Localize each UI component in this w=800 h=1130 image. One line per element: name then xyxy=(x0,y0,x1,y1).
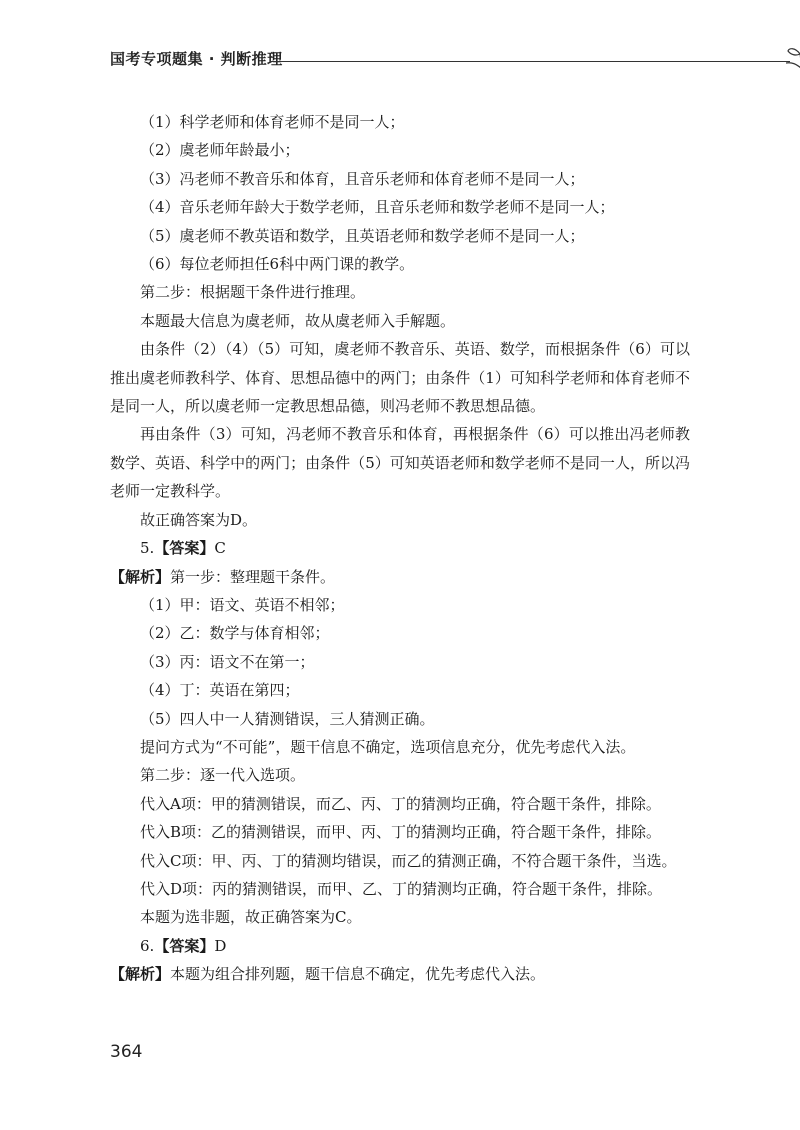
q6-number: 6. xyxy=(140,936,155,955)
q5-option-a: 代入A项：甲的猜测错误，而乙、丙、丁的猜测均正确，符合题干条件，排除。 xyxy=(140,794,661,813)
page-number: 364 xyxy=(110,1042,143,1062)
q5-option-c: 代入C项：甲、丙、丁的猜测均错误，而乙的猜测正确，不符合题干条件，当选。 xyxy=(140,851,677,870)
q5-analysis-line xyxy=(110,563,690,591)
q5-condition-5: （5）四人中一人猜测错误，三人猜测正确。 xyxy=(140,709,435,728)
sprout-icon xyxy=(786,44,800,70)
header-rule xyxy=(270,61,790,62)
analysis-tag: 【解析】 xyxy=(110,567,171,586)
q5-condition-4: （4）丁：英语在第四； xyxy=(140,681,300,700)
q4-answer-line: 故正确答案为D。 xyxy=(140,510,258,529)
condition-6: （6）每位老师担任6科中两门课的教学。 xyxy=(140,255,415,274)
reasoning-paragraph-2: 再由条件（3）可知，冯老师不教音乐和体育，再根据条件（6）可以推出冯老师教数学、英语、科学中的两门；由条件（5）可知英语老师和数学老师不是同一人，所以冯老师一定教科学。 xyxy=(110,425,690,501)
reasoning-paragraph-1: 由条件（2）（4）（5）可知，虞老师不教音乐、英语、数学，而根据条件（6）可以推出虞老师教科学、体育、思想品德中的两门；由条件（1）可知科学老师和体育老师不是同一人，所以虞老师一定教思想品德，则冯老师不教思想品德。 xyxy=(110,340,690,416)
step-2-heading: 第二步：根据题干条件进行推理。 xyxy=(140,283,366,302)
condition-5: （5）虞老师不教英语和数学，且英语老师和数学老师不是同一人； xyxy=(140,226,585,245)
q5-condition-2: （2）乙：数学与体育相邻； xyxy=(140,624,330,643)
page-body xyxy=(110,108,690,989)
header-title: 国考专项题集 · 判断推理 xyxy=(110,50,283,68)
q5-answer-heading xyxy=(110,534,690,562)
condition-2: （2）虞老师年龄最小； xyxy=(140,141,300,160)
q6-analysis-text: 本题为组合排列题，题干信息不确定，优先考虑代入法。 xyxy=(170,965,546,984)
q5-condition-1: （1）甲：语文、英语不相邻； xyxy=(140,595,345,614)
q6-analysis-line xyxy=(110,960,690,988)
q5-step-1: 第一步：整理题干条件。 xyxy=(170,567,336,586)
q5-method-line: 提问方式为“不可能”，题干信息不确定，选项信息充分，优先考虑代入法。 xyxy=(140,737,636,756)
max-info-line: 本题最大信息为虞老师，故从虞老师入手解题。 xyxy=(140,311,456,330)
q5-option-b: 代入B项：乙的猜测错误，而甲、丙、丁的猜测均正确，符合题干条件，排除。 xyxy=(140,823,662,842)
running-header xyxy=(110,44,710,74)
q5-final-answer: 本题为选非题，故正确答案为C。 xyxy=(140,908,362,927)
answer-tag: 【答案】 xyxy=(154,936,215,955)
q5-option-d: 代入D项：丙的猜测错误，而甲、乙、丁的猜测均正确，符合题干条件，排除。 xyxy=(140,879,663,898)
q5-condition-3: （3）丙：语文不在第一； xyxy=(140,652,315,671)
condition-1: （1）科学老师和体育老师不是同一人； xyxy=(140,113,405,131)
answer-tag: 【答案】 xyxy=(154,539,215,558)
q5-step-2: 第二步：逐一代入选项。 xyxy=(140,766,306,785)
q5-number: 5. xyxy=(140,539,155,558)
q5-answer-value: C xyxy=(214,539,226,558)
condition-4: （4）音乐老师年龄大于数学老师，且音乐老师和数学老师不是同一人； xyxy=(140,198,615,217)
q6-answer-heading xyxy=(110,932,690,960)
condition-3: （3）冯老师不教音乐和体育，且音乐老师和体育老师不是同一人； xyxy=(140,169,585,188)
analysis-tag: 【解析】 xyxy=(110,965,171,984)
q6-answer-value: D xyxy=(214,936,227,955)
